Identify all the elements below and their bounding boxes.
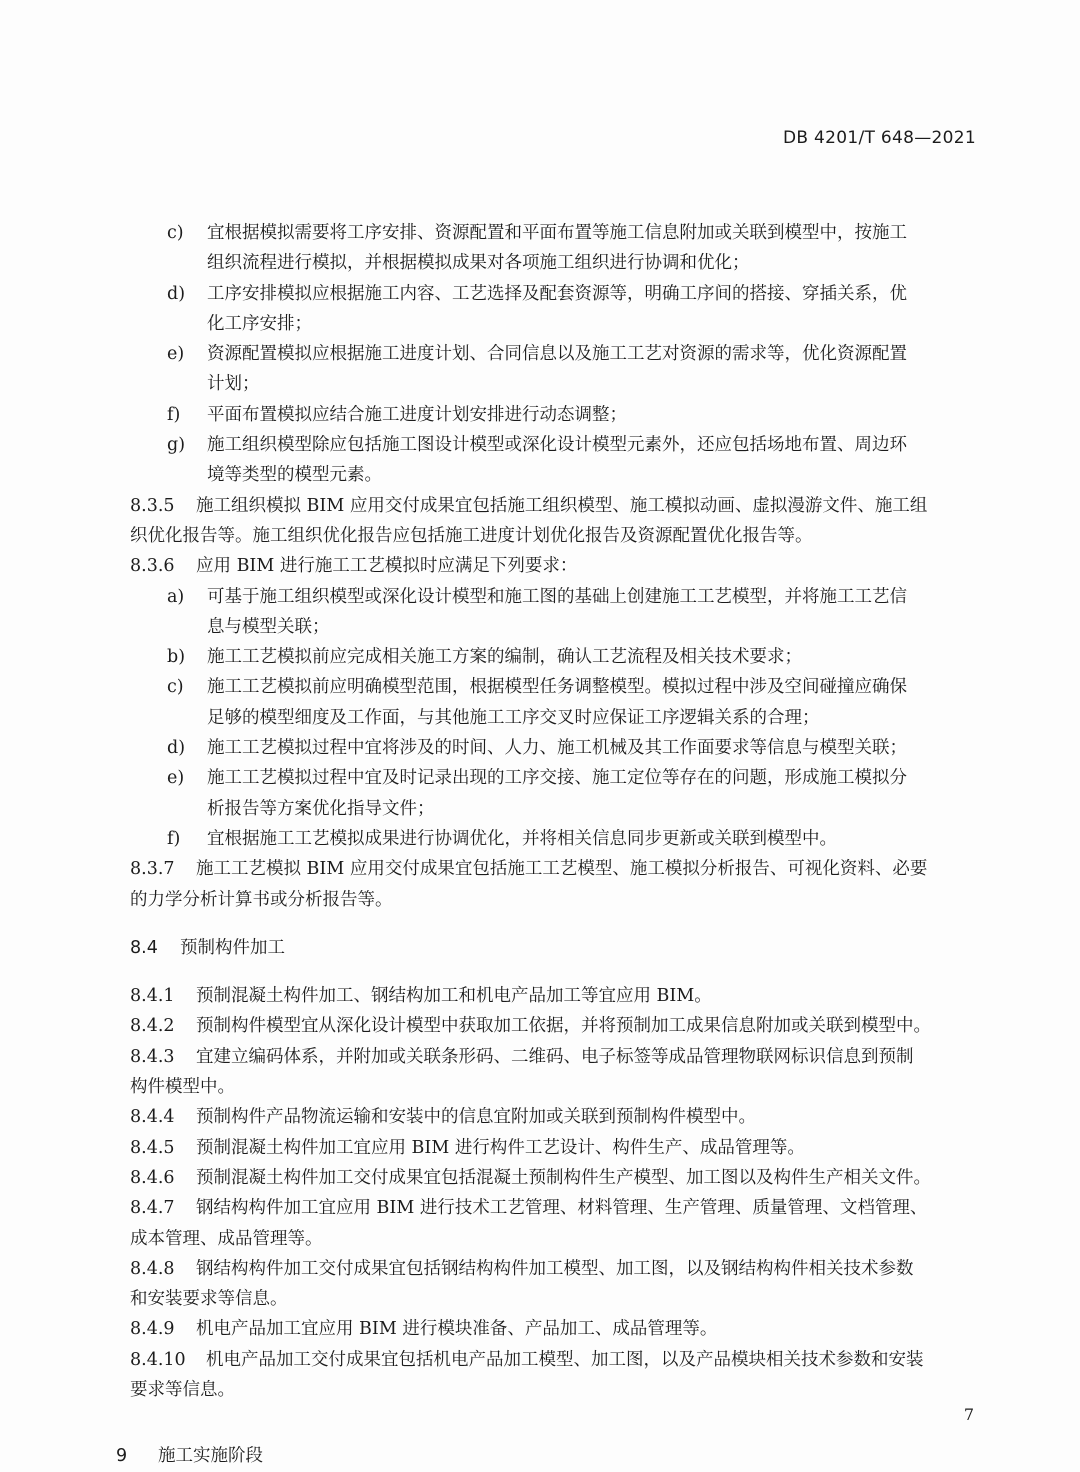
clause-text: 预制构件产品物流运输和安装中的信息宜附加或关联到预制构件模型中。 — [196, 1107, 756, 1128]
clause — [0, 551, 1080, 581]
clause-text: 钢结构构件加工宜应用 BIM 进行技术工艺管理、材料管理、生产管理、质量管理、文档管理、 — [196, 1198, 928, 1219]
clause-text: 预制混凝土构件加工宜应用 BIM 进行构件工艺设计、构件生产、成品管理等。 — [196, 1137, 805, 1158]
list-item-continuation — [0, 703, 1080, 733]
clause-text: 钢结构构件加工交付成果宜包括钢结构构件加工模型、加工图，以及钢结构构件相关技术参数 — [196, 1258, 914, 1279]
clause-continuation — [0, 1072, 1080, 1102]
spacer — [0, 963, 1080, 981]
spacer — [0, 1405, 1080, 1441]
list-item-continuation-text: 组织流程进行模拟，并根据模拟成果对各项施工组织进行协调和优化； — [207, 253, 750, 274]
list-item-number: d) — [167, 283, 186, 304]
list-item — [0, 824, 1080, 854]
clause — [0, 1042, 1080, 1072]
clause — [0, 1133, 1080, 1163]
list-item-number: a) — [167, 586, 185, 607]
page-number: 7 — [963, 1405, 974, 1424]
clause-text: 宜建立编码体系，并附加或关联条形码、二维码、电子标签等成品管理物联网标识信息到预制 — [196, 1046, 914, 1067]
clause — [0, 1254, 1080, 1284]
list-item-text: 施工工艺模拟前应明确模型范围，根据模型任务调整模型。模拟过程中涉及空间碰撞应确保 — [207, 677, 907, 698]
list-item-text: 平面布置模拟应结合施工进度计划安排进行动态调整； — [207, 404, 627, 425]
list-item-continuation — [0, 309, 1080, 339]
clause-text: 预制混凝土构件加工交付成果宜包括混凝土预制构件生产模型、加工图以及构件生产相关文件。 — [196, 1167, 931, 1188]
clause-number: 8.3.6 — [130, 556, 175, 577]
clause — [0, 1011, 1080, 1041]
clause-text: 机电产品加工交付成果宜包括机电产品加工模型、加工图，以及产品模块相关技术参数和安装 — [206, 1349, 924, 1370]
clause-continuation — [0, 521, 1080, 551]
list-item-continuation-text: 计划； — [207, 374, 260, 395]
clause-continuation — [0, 885, 1080, 915]
clause-text: 机电产品加工宜应用 BIM 进行模块准备、产品加工、成品管理等。 — [196, 1319, 718, 1340]
list-item-continuation-text: 境等类型的模型元素。 — [207, 465, 382, 486]
clause-text: 施工组织模拟 BIM 应用交付成果宜包括施工组织模型、施工模拟动画、虚拟漫游文件、施工组 — [196, 495, 928, 516]
clause — [0, 1163, 1080, 1193]
spacer — [0, 915, 1080, 933]
clause — [0, 1102, 1080, 1132]
clause-number: 8.4.1 — [130, 986, 175, 1007]
document-body — [0, 218, 1080, 1472]
chapter-title — [0, 1441, 1080, 1471]
list-item — [0, 339, 1080, 369]
list-item-continuation — [0, 369, 1080, 399]
list-item-text: 宜根据模拟需要将工序安排、资源配置和平面布置等施工信息附加或关联到模型中，按施工 — [207, 223, 907, 243]
clause-continuation-text: 织优化报告等。施工组织优化报告应包括施工进度计划优化报告及资源配置优化报告等。 — [130, 525, 813, 546]
clause-number: 8.4.4 — [130, 1107, 175, 1128]
list-item-number: e) — [167, 768, 185, 789]
list-item — [0, 400, 1080, 430]
clause — [0, 491, 1080, 521]
list-item — [0, 582, 1080, 612]
clause-continuation — [0, 1284, 1080, 1314]
list-item-number: c) — [167, 223, 184, 243]
list-item-continuation — [0, 794, 1080, 824]
clause-continuation-text: 构件模型中。 — [130, 1077, 235, 1098]
clause-continuation — [0, 1224, 1080, 1254]
list-item-number: g) — [167, 435, 186, 456]
clause — [0, 1345, 1080, 1375]
section-title — [0, 933, 1080, 963]
clause — [0, 981, 1080, 1011]
list-item-number: f) — [167, 828, 181, 849]
clause-text: 应用 BIM 进行施工工艺模拟时应满足下列要求： — [196, 556, 578, 577]
clause — [0, 1193, 1080, 1223]
list-item-text: 施工工艺模拟过程中宜将涉及的时间、人力、施工机械及其工作面要求等信息与模型关联； — [207, 738, 907, 759]
clause-text: 预制混凝土构件加工、钢结构加工和机电产品加工等宜应用 BIM。 — [196, 986, 712, 1007]
clause-number: 8.4.3 — [130, 1046, 175, 1067]
list-item-text: 宜根据施工工艺模拟成果进行协调优化，并将相关信息同步更新或关联到模型中。 — [207, 828, 837, 849]
clause-number: 8.4.2 — [130, 1016, 175, 1037]
list-item-number: e) — [167, 344, 185, 365]
clause-number: 8.3.5 — [130, 495, 175, 516]
clause-continuation-text: 的力学分析计算书或分析报告等。 — [130, 889, 393, 910]
list-item — [0, 218, 1080, 248]
list-item — [0, 672, 1080, 702]
clause-number: 8.3.7 — [130, 859, 175, 880]
document-id-header: DB 4201/T 648—2021 — [782, 128, 976, 148]
list-item — [0, 279, 1080, 309]
list-item-number: f) — [167, 404, 181, 425]
chapter-title-text: 施工实施阶段 — [158, 1446, 263, 1467]
section-title-text: 预制构件加工 — [180, 937, 285, 958]
list-item — [0, 430, 1080, 460]
clause — [0, 854, 1080, 884]
list-item-text: 资源配置模拟应根据施工进度计划、合同信息以及施工工艺对资源的需求等，优化资源配置 — [207, 344, 907, 365]
clause-continuation-text: 成本管理、成品管理等。 — [130, 1228, 323, 1249]
clause-continuation — [0, 1375, 1080, 1405]
list-item-text: 施工工艺模拟前应完成相关施工方案的编制，确认工艺流程及相关技术要求； — [207, 647, 802, 668]
list-item — [0, 763, 1080, 793]
list-item-continuation — [0, 612, 1080, 642]
clause-number: 8.4.6 — [130, 1167, 175, 1188]
list-item — [0, 642, 1080, 672]
clause-number: 8.4.8 — [130, 1258, 175, 1279]
clause — [0, 1314, 1080, 1344]
list-item-number: d) — [167, 738, 186, 759]
clause-number: 8.4.10 — [130, 1349, 186, 1370]
list-item-continuation-text: 化工序安排； — [207, 313, 312, 334]
list-item-continuation — [0, 460, 1080, 490]
list-item-continuation — [0, 248, 1080, 278]
clause-continuation-text: 和安装要求等信息。 — [130, 1289, 288, 1310]
clause-text: 施工工艺模拟 BIM 应用交付成果宜包括施工工艺模型、施工模拟分析报告、可视化资料、必要 — [196, 859, 928, 880]
list-item-continuation-text: 足够的模型细度及工作面，与其他施工工序交叉时应保证工序逻辑关系的合理； — [207, 707, 820, 728]
clause-number: 8.4.9 — [130, 1319, 175, 1340]
list-item — [0, 733, 1080, 763]
list-item-text: 施工组织模型除应包括施工图设计模型或深化设计模型元素外，还应包括场地布置、周边环 — [207, 435, 907, 456]
list-item-text: 工序安排模拟应根据施工内容、工艺选择及配套资源等，明确工序间的搭接、穿插关系，优 — [207, 283, 907, 304]
clause-text: 预制构件模型宜从深化设计模型中获取加工依据，并将预制加工成果信息附加或关联到模型中。 — [196, 1016, 931, 1037]
section-title-number: 8.4 — [130, 937, 158, 958]
clause-number: 8.4.7 — [130, 1198, 175, 1219]
list-item-continuation-text: 析报告等方案优化指导文件； — [207, 798, 435, 819]
list-item-continuation-text: 息与模型关联； — [207, 616, 330, 637]
clause-continuation-text: 要求等信息。 — [130, 1379, 235, 1400]
clause-number: 8.4.5 — [130, 1137, 175, 1158]
list-item-text: 施工工艺模拟过程中宜及时记录出现的工序交接、施工定位等存在的问题，形成施工模拟分 — [207, 768, 907, 789]
list-item-text: 可基于施工组织模型或深化设计模型和施工图的基础上创建施工工艺模型，并将施工工艺信 — [207, 586, 907, 607]
list-item-number: c) — [167, 677, 184, 698]
list-item-number: b) — [167, 647, 186, 668]
chapter-title-number: 9 — [116, 1446, 128, 1467]
